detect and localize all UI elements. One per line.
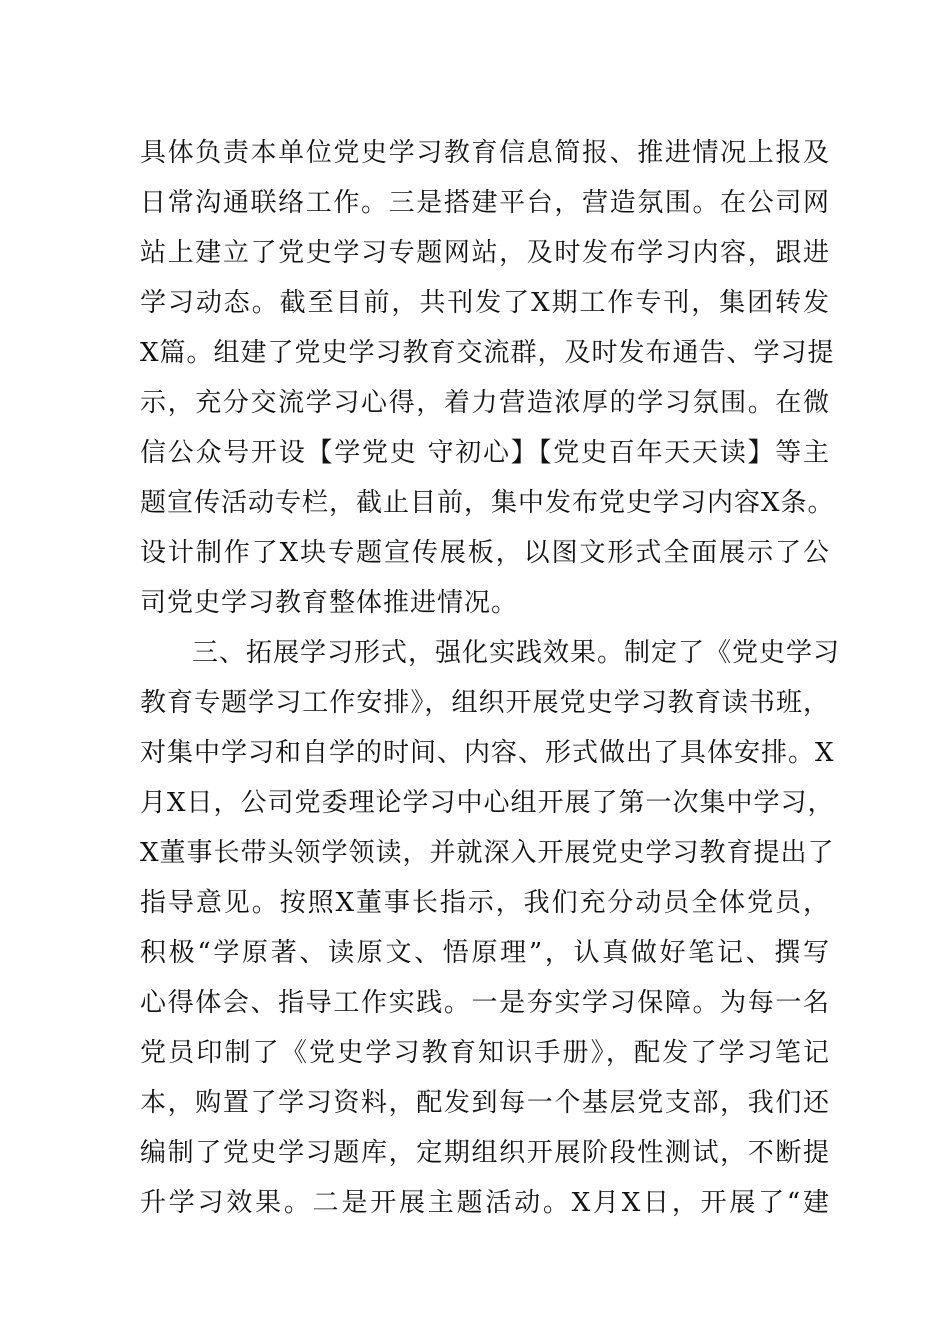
text-line: 信公众号开设【学党史 守初心】【党史百年天天读】等主 <box>140 438 830 468</box>
text-line: 党员印制了《党史学习教育知识手册》，配发了学习笔记 <box>140 1038 830 1068</box>
text-line: 心得体会、指导工作实践。一是夯实学习保障。为每一名 <box>140 988 830 1018</box>
text-line: 教育专题学习工作安排》，组织开展党史学习教育读书班， <box>140 688 830 718</box>
text-line: 站上建立了党史学习专题网站，及时发布学习内容，跟进 <box>140 238 830 268</box>
text-line: 指导意见。按照X董事长指示，我们充分动员全体党员， <box>140 888 830 918</box>
text-line: 具体负责本单位党史学习教育信息简报、推进情况上报及 <box>140 138 830 168</box>
text-line: 日常沟通联络工作。三是搭建平台，营造氛围。在公司网 <box>140 188 830 218</box>
body-text <box>140 128 841 1228</box>
text-line: 编制了党史学习题库，定期组织开展阶段性测试，不断提 <box>140 1138 830 1168</box>
text-line: 升学习效果。二是开展主题活动。X月X日，开展了“建 <box>140 1188 830 1218</box>
text-line: X篇。组建了党史学习教育交流群，及时发布通告、学习提 <box>140 338 835 368</box>
text-line: 司党史学习教育整体推进情况。 <box>140 588 519 618</box>
section-heading-line: 三、拓展学习形式，强化实践效果。制定了《党史学习 <box>192 638 841 668</box>
text-line: 月X日，公司党委理论学习中心组开展了第一次集中学习， <box>140 788 835 818</box>
text-line: 积极“学原著、读原文、悟原理”，认真做好笔记、撰写 <box>140 938 830 968</box>
text-line: X董事长带头领学领读，并就深入开展党史学习教育提出了 <box>140 838 835 868</box>
text-line: 对集中学习和自学的时间、内容、形式做出了具体安排。X <box>140 738 835 768</box>
text-line: 题宣传活动专栏，截止目前，集中发布党史学习内容X条。 <box>140 488 835 518</box>
text-line: 设计制作了X块专题宣传展板，以图文形式全面展示了公 <box>140 538 830 568</box>
text-line: 学习动态。截至目前，共刊发了X期工作专刊，集团转发 <box>140 288 830 318</box>
text-line: 示，充分交流学习心得，着力营造浓厚的学习氛围。在微 <box>140 388 830 418</box>
text-line: 本，购置了学习资料，配发到每一个基层党支部，我们还 <box>140 1088 830 1118</box>
